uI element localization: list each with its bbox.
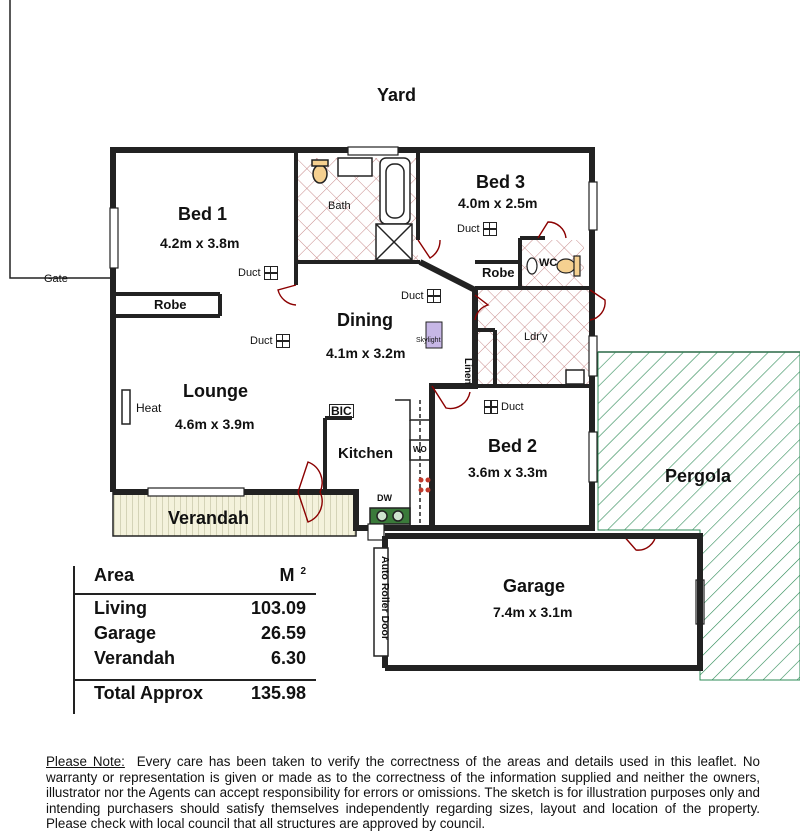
kitchen-name: Kitchen	[338, 445, 394, 462]
duct-icon	[483, 222, 497, 236]
area-table-header	[74, 563, 314, 588]
garage-walls	[385, 536, 700, 668]
duct-bed2: Duct	[484, 400, 524, 414]
note-text: Every care has been taken to verify the correctness of the areas and details used in this leaflet. No warranty or representation is given or made as to the correctness of the information supplied and neither the owners, illustrator nor the Agents can accept responsibility for errors or omissions. The sketch is for illustration purposes only and intending purchasers should satisfy themselves independently regarding sizes, layout and location of the property. Please check with local council that all structures are approved by council.	[46, 754, 760, 831]
lounge-name: Lounge	[183, 381, 248, 401]
gate-label: Gate	[44, 273, 68, 285]
lounge-size: 4.6m x 3.9m	[175, 416, 255, 432]
area-table	[74, 563, 314, 706]
wc-label: WC	[539, 257, 558, 269]
skylight	[426, 322, 442, 348]
laundry-trough	[566, 370, 584, 384]
duct-icon	[484, 400, 498, 414]
heater	[122, 390, 130, 424]
area-total-value: 135.98	[250, 683, 306, 703]
skylight-label: Skylight	[416, 337, 441, 344]
bed2-size: 3.6m x 3.3m	[468, 464, 548, 480]
duct-icon	[264, 266, 278, 280]
note-heading: Please Note:	[46, 754, 125, 769]
bed2-name: Bed 2	[488, 436, 538, 456]
area-row-label: Living	[94, 598, 147, 618]
area-total-label: Total Approx	[94, 683, 203, 703]
dw-label: DW	[377, 493, 392, 503]
laundry-label: Ldr'y	[524, 331, 548, 343]
heat-label: Heat	[136, 401, 162, 415]
area-row-value: 103.09	[250, 598, 306, 618]
bed3-name: Bed 3	[476, 172, 526, 192]
linen-label: Linen	[462, 358, 473, 385]
duct-lounge: Duct	[250, 334, 290, 348]
area-row-garage	[74, 621, 314, 646]
area-header-unit: M $^2$	[279, 565, 306, 585]
bed1-name: Bed 1	[178, 204, 228, 224]
bic-label: BIC	[331, 404, 352, 418]
verandah-label: Verandah	[168, 508, 250, 528]
dining-name: Dining	[337, 310, 393, 330]
dining-size: 4.1m x 3.2m	[326, 345, 406, 361]
disclaimer-note	[46, 754, 760, 832]
garage-name: Garage	[503, 576, 566, 596]
wo-label: WO	[413, 445, 427, 454]
garage-size: 7.4m x 3.1m	[493, 604, 573, 620]
area-row-total	[74, 681, 314, 706]
area-header-label: Area	[94, 565, 135, 585]
bath-label: Bath	[328, 200, 351, 212]
area-row-value: 6.30	[270, 648, 306, 668]
yard-label: Yard	[377, 85, 417, 105]
area-row-label: Garage	[94, 623, 157, 643]
duct-dining: Duct	[401, 289, 441, 303]
area-row-label: Verandah	[94, 648, 176, 668]
duct-bed3: Duct	[457, 222, 497, 236]
area-row-verandah	[74, 646, 314, 671]
robe3-label: Robe	[482, 265, 515, 280]
duct-bed1: Duct	[238, 266, 278, 280]
bed3-size: 4.0m x 2.5m	[458, 195, 538, 211]
robe1-label: Robe	[154, 297, 187, 312]
bed1-size: 4.2m x 3.8m	[160, 235, 240, 251]
pergola-label: Pergola	[665, 466, 732, 486]
duct-icon	[427, 289, 441, 303]
auto-roller-door-label: Auto Roller Door	[379, 556, 391, 640]
area-row-value: 26.59	[260, 623, 306, 643]
duct-icon	[276, 334, 290, 348]
area-row-living	[74, 596, 314, 621]
kitchen-bench	[370, 400, 432, 528]
